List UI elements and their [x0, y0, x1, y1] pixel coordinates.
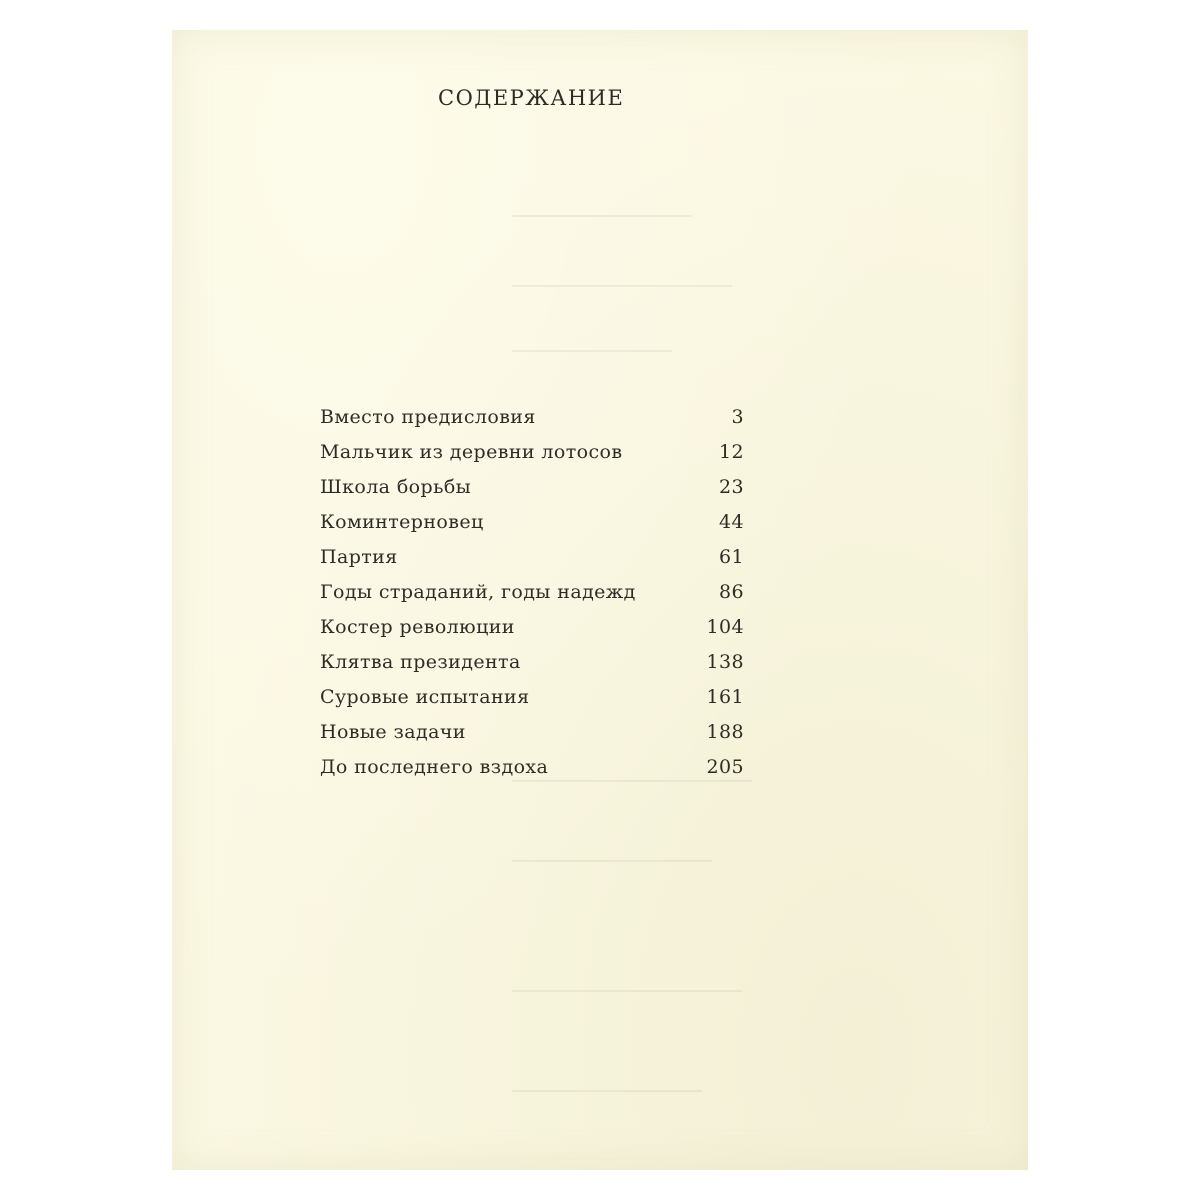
- toc-entry: [320, 581, 744, 616]
- toc-entry-page: 161: [706, 686, 744, 708]
- table-of-contents: [320, 406, 744, 791]
- toc-entry: [320, 651, 744, 686]
- contents-heading: СОДЕРЖАНИЕ: [438, 86, 625, 110]
- toc-entry-page: 3: [731, 406, 744, 428]
- toc-entry-title: До последнего вздоха: [320, 756, 549, 778]
- toc-entry-page: 138: [706, 651, 744, 673]
- toc-entry: [320, 511, 744, 546]
- toc-entry-page: 12: [719, 441, 744, 463]
- toc-entry: [320, 406, 744, 441]
- show-through-line: [512, 990, 742, 992]
- toc-entry-title: Клятва президента: [320, 651, 521, 673]
- toc-entry-page: 61: [719, 546, 744, 568]
- show-through-line: [512, 215, 692, 217]
- toc-entry: [320, 441, 744, 476]
- toc-entry-title: Мальчик из деревни лотосов: [320, 441, 623, 463]
- show-through-line: [512, 350, 672, 352]
- toc-entry-page: 86: [719, 581, 744, 603]
- show-through-line: [512, 285, 732, 287]
- toc-entry-title: Вместо предисловия: [320, 406, 536, 428]
- toc-entry-page: 23: [719, 476, 744, 498]
- toc-entry-title: Суровые испытания: [320, 686, 530, 708]
- toc-entry-title: Партия: [320, 546, 398, 568]
- toc-entry-page: 205: [706, 756, 744, 778]
- toc-entry-page: 44: [719, 511, 744, 533]
- show-through-line: [512, 1090, 702, 1092]
- toc-entry-title: Школа борьбы: [320, 476, 472, 498]
- toc-entry-page: 104: [706, 616, 744, 638]
- toc-entry: [320, 476, 744, 511]
- toc-entry: [320, 616, 744, 651]
- toc-entry: [320, 721, 744, 756]
- show-through-line: [512, 860, 712, 862]
- toc-entry: [320, 686, 744, 721]
- toc-entry: [320, 546, 744, 581]
- toc-entry-title: Годы страданий, годы надежд: [320, 581, 636, 603]
- toc-entry-title: Костер революции: [320, 616, 515, 638]
- toc-entry: [320, 756, 744, 791]
- toc-entry-title: Коминтерновец: [320, 511, 484, 533]
- toc-entry-title: Новые задачи: [320, 721, 466, 743]
- toc-entry-page: 188: [706, 721, 744, 743]
